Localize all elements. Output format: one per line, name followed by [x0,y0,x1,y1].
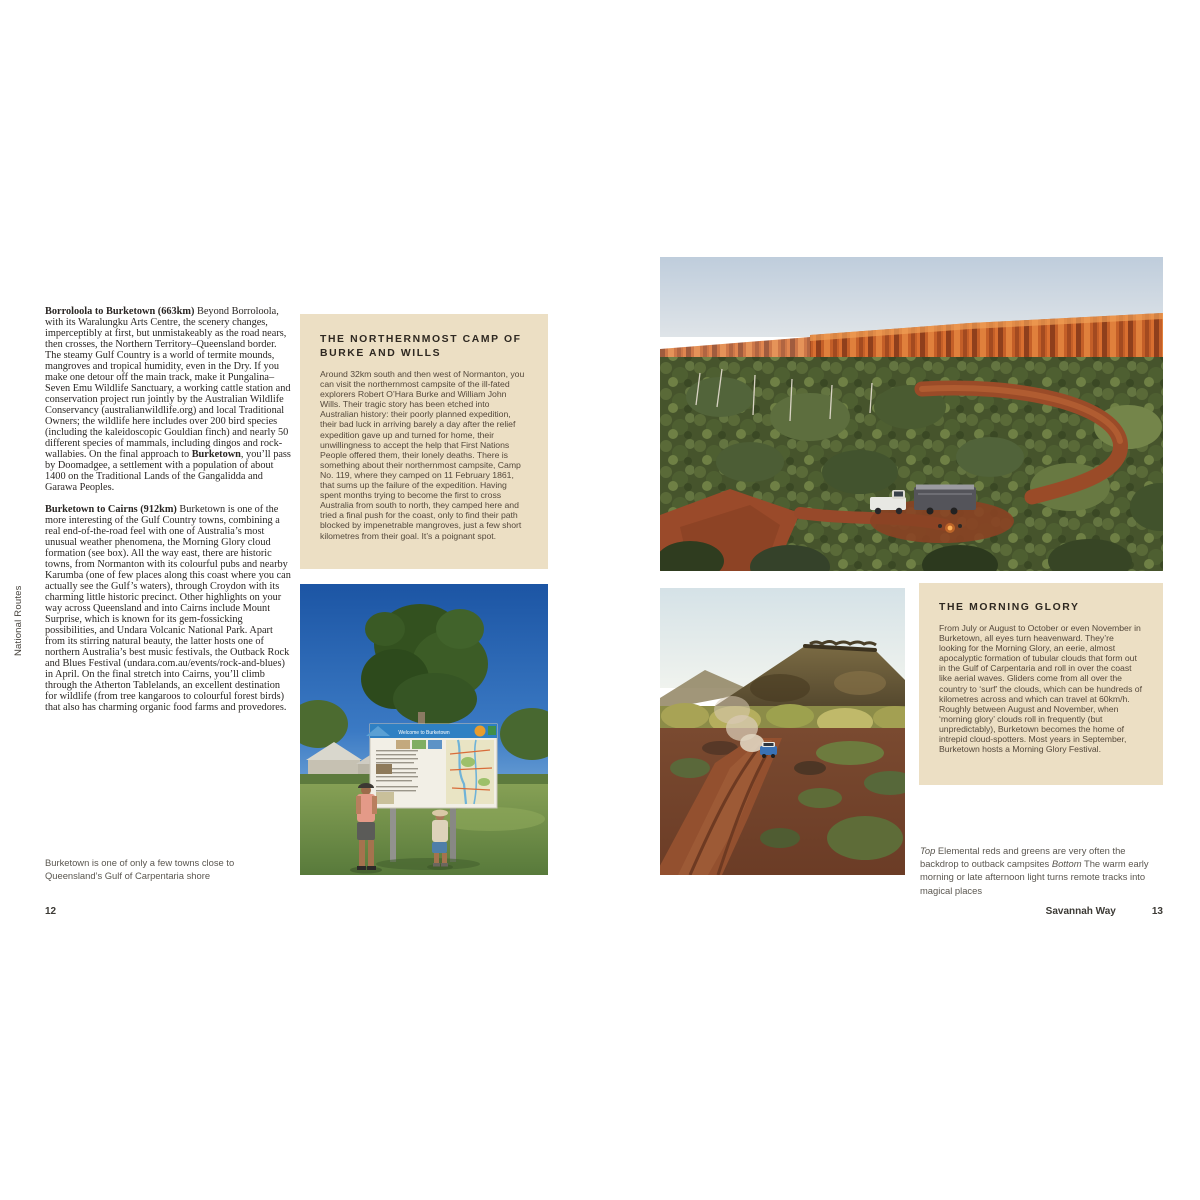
photo-burketown-sign [300,584,548,875]
caption-text: Elemental reds and greens are very often the backdrop to outback campsites [920,845,1126,870]
sign-badge-icon [488,726,496,735]
paragraph [45,306,294,493]
folio-section-label: National Routes [13,585,24,656]
caption-text: The warm early morning or late afternoon light turns remote tracks into magical places [920,858,1149,896]
sidebar-box-burke-and-wills [300,314,548,569]
paragraph-lead: Burketown to Cairns (912km) [45,504,177,515]
chapter-title: Savannah Way [1045,906,1116,917]
body-text-column [45,306,294,724]
caption-left: Burketown is one of only a few towns close to Queensland’s Gulf of Carpentaria shore [45,857,235,882]
sign-logo-icon [475,726,486,737]
sign-title-text: Welcome to Burketown [398,730,450,736]
campfire-icon [948,526,953,531]
caption-right [920,844,1163,897]
paragraph-text: Beyond Borroloola, with its Waralungku Arts Centre, the scenery changes, imperceptibly at first, but unmistakeably as the road nears, then crosses, the Northern Territory–Queensland border. The steamy Gulf Country is a world of termite mounds, mangroves and tropical humidity, even in the Dry. If you make one detour off the main track, make it Pungalina–Seven Emu Wildlife Sanctuary, a working cattle station and conservation project run jointly by the Australian Wildlife Conservancy (australianwildlife.org) and local Traditional Owners; the wildlife here includes over 200 bird species (including the kaleidoscopic Gouldian finch) and nearly 50 different species of mammals, including dingos and rock-wallabies. On the final approach to [45,306,291,460]
paragraph-bold-word: Burketown [191,449,241,460]
box-body: From July or August to October or even November in Burketown, all eyes turn heavenward. They’re looking for the Morning Glory, an eerie, almost apocalyptic formation of tubular clouds that form out in the Gulf of Carpentaria and roll in over the coast like aerial waves. Gliders come from all over the country to ‘surf’ the clouds, which can be hundreds of kilometres across and which can travel at 60km/h. Roughly between August and November, when ‘morning glory’ clouds roll in frequently (but unpredictably), Burketown becomes the home of intrepid cloud-spotters. Most years in September, Burketown hosts a Morning Glory Festival. [939,623,1142,755]
photo-remote-track [660,588,905,875]
photo-outback-campsite [660,257,1163,571]
sidebar-box-morning-glory [919,583,1163,785]
paragraph-text: Burketown is one of the more interesting of the Gulf Country towns, combining a real end-of-the-road feel with one of Australia’s most unusual weather phenomena, the Morning Glory cloud formation (see box). All the way east, there are historic towns, from Normanton with its colourful pubs and nearby Karumba (one of few places along this coast where you can actually see the Gulf’s waters), through Croydon with its charming little historic precinct. Other highlights on your way across Queensland and into Cairns include Mount Surprise, which is known for its gem-fossicking possibilities, and Undara Volcanic National Park. Apart from its stirring natural beauty, the latter hosts one of northern Australia’s best music festivals, the Outback Rock and Blues Festival (undara.com.au/events/rock-and-blues) in April. On the final stretch into Cairns, you’ll climb through the Atherton Tablelands, an excellent destination for wildlife (from tree kangaroos to colourful forest birds) that also has charming organic food farms and provedores. [45,504,291,713]
paragraph-lead: Borroloola to Burketown (663km) [45,306,195,317]
camper-trailer [914,485,976,515]
sign-map [446,740,494,804]
paragraph-text: , you’ll pass by Doomadgee, a settlement with a population of about 1400 on the Traditional Lands of the Gangalidda and Garawa Peoples. [45,449,291,493]
paragraph [45,504,294,713]
page-number-right: 13 [1151,906,1163,917]
box-title: THE NORTHERNMOST CAMP OF BURKE AND WILLS [320,334,522,359]
box-title: THE MORNING GLORY [939,602,1080,613]
caption-label-bottom: Bottom [1051,858,1082,870]
page-number-left: 12 [45,906,57,917]
box-body: Around 32km south and then west of Normanton, you can visit the northernmost campsite of the ill-fated explorers Robert O’Hara Burke and William John Wills. Their tragic story has been etched into Australian history: their poorly planned expedition, their bad luck in arriving barely a day after the relief expedition gave up and turned for home, their unwillingness to accept the help that First Nations People offered them, their lonely deaths. There is something about their northernmost campsite, Camp No. 119, where they camped on 11 February 1861, that sums up the failure of the expedition. Having spent months trying to become the first to cross Australia from south to north, they camped here and tried a final push for the coast, only to find their path blocked by impenetrable mangroves, just a few short kilometres from their goal. It’s a poignant spot. [320,369,525,541]
caption-label-top: Top [920,845,936,856]
footer-right [900,906,1163,917]
